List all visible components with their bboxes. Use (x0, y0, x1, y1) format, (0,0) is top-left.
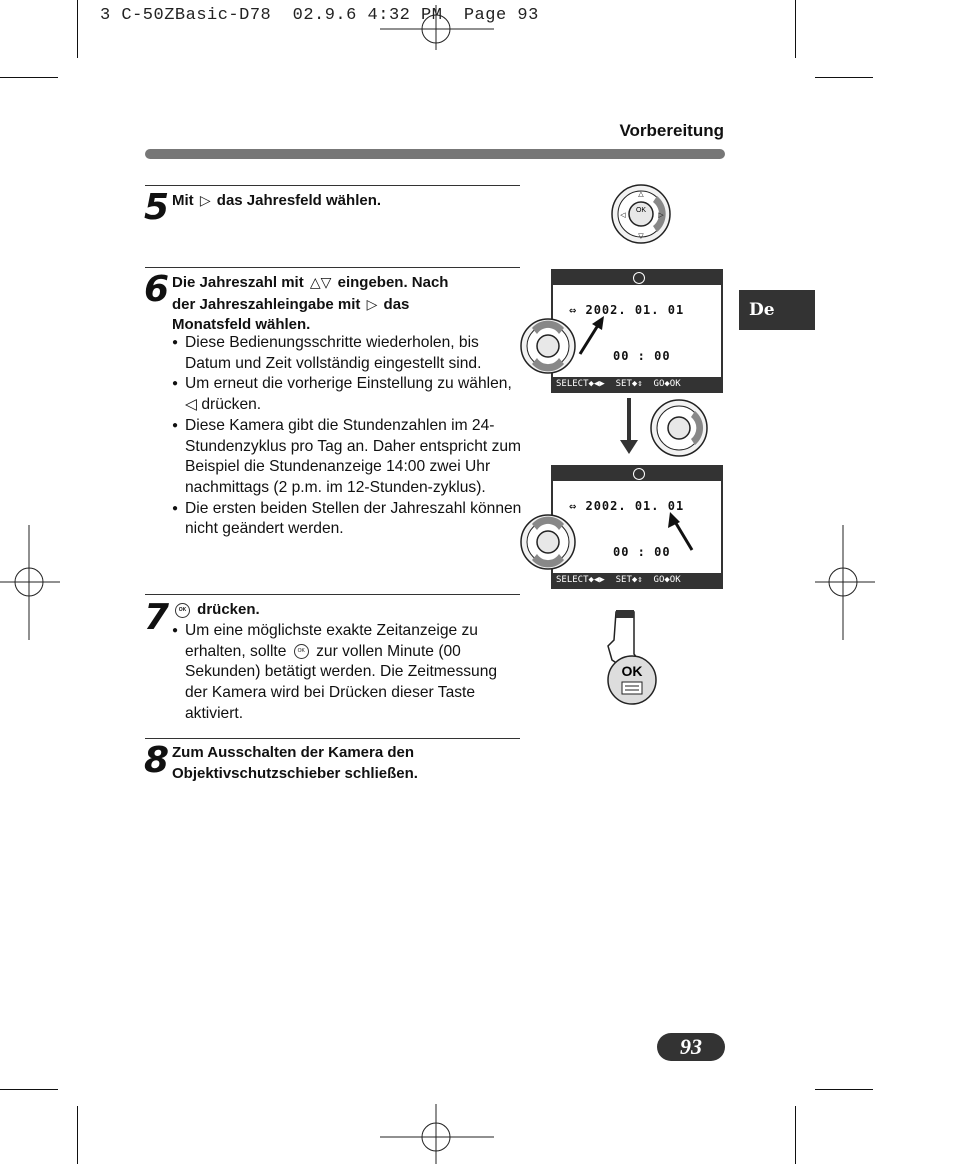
date-display: ⇔ 2002. 01. 01 (569, 499, 685, 513)
step-8-rule (145, 738, 520, 739)
step-6-number: 6 (144, 269, 170, 310)
time-display: 00 : 00 (613, 545, 671, 559)
step-8-number: 8 (144, 740, 170, 781)
section-bar (145, 149, 725, 159)
date-display: ⇔ 2002. 01. 01 (569, 303, 685, 317)
arrow-pad-icon (648, 398, 710, 458)
arrow-pad-icon (609, 183, 673, 245)
dial-ok-label: OK (635, 207, 647, 214)
calendar-icon: ⇔ (569, 499, 578, 513)
step-5-text: Mit ▷ das Jahresfeld wählen. (172, 192, 382, 209)
page-number: 93 (657, 1033, 725, 1061)
print-header: 3 C-50ZBasic-D78 02.9.6 4:32 PM Page 93 (100, 6, 539, 25)
button-ok-label: OK (621, 663, 643, 679)
svg-text:◁: ◁ (620, 212, 626, 219)
time-display: 00 : 00 (613, 349, 671, 363)
registration-mark-right (815, 525, 875, 640)
registration-mark-left (0, 525, 60, 640)
down-arrow-icon (620, 398, 638, 454)
step-6-text: Die Jahreszahl mit △▽ eingeben. Nach der Jahreszahleingabe mit ▷ das Monatsfeld wählen. (172, 274, 449, 334)
calendar-icon: ⇔ (569, 303, 578, 317)
finger-press-ok-icon (600, 610, 662, 706)
svg-text:▽: ▽ (638, 233, 644, 240)
list-item: ● Diese Bedienungsschritte wiederholen, bis Datum und Zeit vollständig eingestellt sind. (172, 333, 524, 374)
list-item: ● Um erneut die vorherige Einstellung zu wählen, ◁ drücken. (172, 374, 524, 415)
step-7-number: 7 (144, 597, 170, 638)
step-6-rule (145, 267, 520, 268)
language-tab: De (739, 290, 815, 330)
lcd-footer: SELECT◆◀▶ SET◆⇕ GO◆OK (553, 573, 721, 587)
registration-mark-top (380, 5, 496, 50)
right-arrow-icon: ▷ (366, 295, 378, 312)
step-8-text: Zum Ausschalten der Kamera den Objektivschutzschieber schließen. (172, 744, 418, 782)
list-item: ● Um eine möglichste exakte Zeitanzeige zu erhalten, sollte OK zur vollen Minute (00 Sekunden) betätigt werden. Die Zeitmessung der Kamera wird bei Drücken dieser Taste aktiviert. (172, 621, 512, 725)
step-5-rule (145, 185, 520, 186)
lcd-footer: SELECT◆◀▶ SET◆⇕ GO◆OK (553, 377, 721, 391)
step-7-bullets (172, 621, 512, 725)
list-item: ● Diese Kamera gibt die Stundenzahlen im 24-Stundenzyklus pro Tag an. Daher entspricht zum Beispiel die Stundenanzeige 14:00 zwei Uhr nachmittags (2 p.m. im 12-Stunden-zyklus). (172, 416, 524, 499)
step-5-number: 5 (144, 187, 170, 228)
section-title: Vorbereitung (619, 121, 724, 140)
arrow-pad-icon (514, 512, 704, 576)
arrow-pad-icon (514, 316, 606, 380)
step-7-rule (145, 594, 520, 595)
right-arrow-icon: ▷ (199, 192, 211, 208)
step-6-bullets (172, 333, 524, 540)
step-7-text: OK drücken. (172, 600, 260, 621)
list-item: ● Die ersten beiden Stellen der Jahreszahl können nicht geändert werden. (172, 499, 524, 540)
svg-text:▷: ▷ (658, 212, 664, 219)
clock-icon (633, 272, 645, 284)
svg-text:△: △ (638, 191, 644, 198)
ok-button-icon: OK (294, 644, 309, 659)
registration-mark-bottom (380, 1104, 496, 1164)
up-down-arrow-icon: △▽ (309, 274, 332, 290)
clock-icon (633, 468, 645, 480)
ok-button-icon: OK (175, 603, 190, 618)
